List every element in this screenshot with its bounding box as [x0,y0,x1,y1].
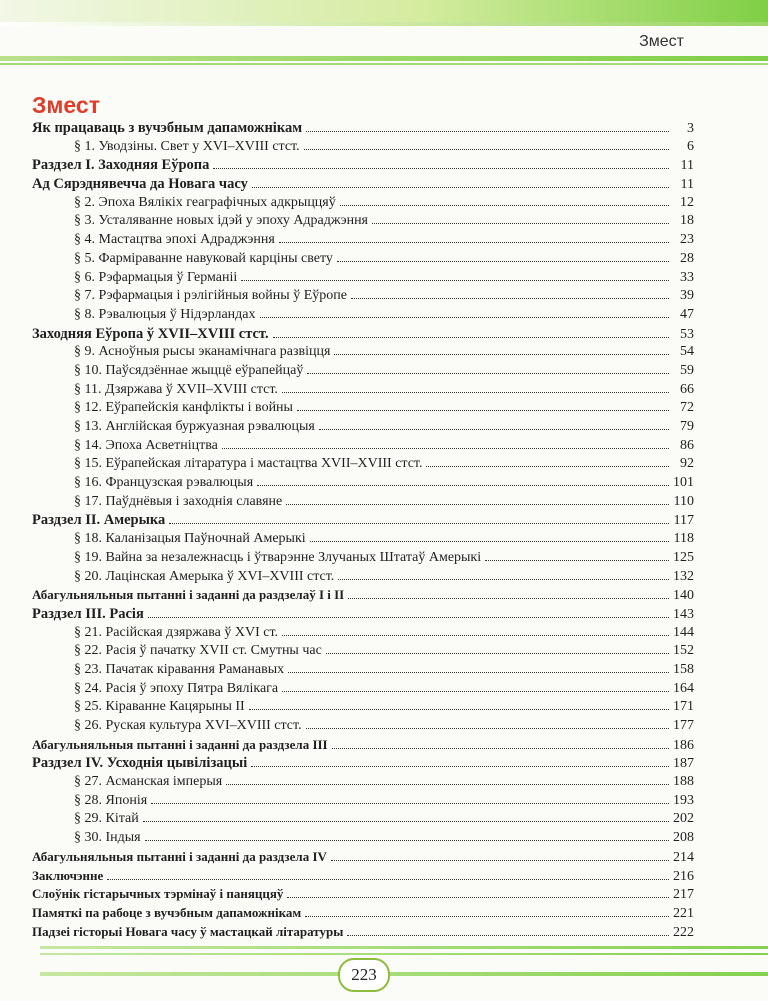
toc-entry-title: § 27. Асманская імперыя [74,774,223,790]
toc-entry-page: 164 [673,680,694,696]
toc-entry [32,924,694,943]
toc-entry-title: § 29. Кітай [74,811,139,827]
toc-leader-dots [252,187,669,188]
toc-entry [32,419,694,438]
toc-entry-title: § 16. Французская рэвалюцыя [74,475,254,491]
toc-entry-title: § 12. Еўрапейскія канфлікты і войны [74,400,293,416]
toc-entry-page: 202 [673,811,694,827]
toc-entry [32,232,694,251]
toc-leader-dots [286,504,669,505]
toc-leader-dots [260,317,669,318]
toc-entry-title: Заключэнне [32,867,104,883]
toc-entry-page: 125 [673,549,694,565]
footer-rule-lower [40,972,768,976]
toc-leader-dots [319,429,669,430]
toc-entry-title: § 11. Дзяржава ў XVII–XVIII стст. [74,381,278,397]
toc-entry [32,307,694,326]
toc-leader-dots [307,373,669,374]
toc-entry-title: § 20. Лацінская Амерыка ў XVI–XVIII стст. [74,568,335,584]
toc-entry [32,326,694,345]
toc-entry [32,849,694,868]
toc-leader-dots [297,410,669,411]
toc-leader-dots [282,392,669,393]
toc-entry [32,176,694,195]
toc-leader-dots [372,223,669,224]
toc-entry-page: 117 [673,513,694,529]
toc-entry-page: 216 [673,868,694,884]
toc-entry [32,270,694,289]
toc-entry-page: 101 [673,475,694,491]
toc-entry-title: § 3. Усталяванне новых ідэй у эпоху Адраджэння [74,213,368,229]
top-decor-stripe [0,22,768,26]
toc-entry-title: § 6. Рэфармацыя ў Германіі [74,269,238,285]
toc-entry-title: § 7. Рэфармацыя і рэлігійныя войны ў Еўропе [74,288,347,304]
toc-entry [32,456,694,475]
toc-entry-title: § 19. Вайна за незалежнасць і ўтварэнне Злучаных Штатаў Амерыкі [74,549,482,565]
toc-entry-title: Памяткі па рабоце з вучэбным дапаможнікам [32,904,302,920]
toc-entry-page: 110 [673,493,694,509]
toc-entry-page: 54 [680,344,694,360]
toc-entry [32,774,694,793]
toc-leader-dots [107,879,669,880]
toc-leader-dots [169,523,669,524]
toc-leader-dots [332,748,669,749]
toc-entry [32,475,694,494]
toc-entry-title: § 4. Мастацтва эпохі Адраджэння [74,232,275,248]
toc-entry [32,606,694,625]
toc-entry-title: § 15. Еўрапейская літаратура і мастацтва XVII–XVIII стст. [74,456,423,472]
toc-entry [32,868,694,887]
running-header: Змест [639,33,684,50]
toc-entry-page: 92 [680,456,694,472]
toc-entry [32,288,694,307]
toc-entry [32,363,694,382]
toc-entry-page: 188 [673,774,694,790]
toc-entry-title: Падзеі гісторыі Новага часу ў мастацкай літаратуры [32,923,344,939]
toc-entry-title: § 22. Расія ў пачатку XVII ст. Смутны час [74,643,322,659]
toc-leader-dots [222,448,669,449]
toc-entry-title: § 13. Англійская буржуазная рэвалюцыя [74,419,315,434]
toc-entry [32,886,694,905]
toc-entry-title: Раздзел III. Расія [32,605,144,622]
toc-entry-title: § 14. Эпоха Асветніцтва [74,437,218,453]
toc-entry [32,830,694,849]
toc-entry-title: § 30. Індыя [74,830,141,846]
toc-entry-title: Як працаваць з вучэбным дапаможнікам [32,120,303,136]
toc-entry [32,755,694,774]
toc-entry [32,793,694,812]
toc-entry-title: Абагульняльныя пытанні і заданні да раздзела IV [32,848,327,864]
toc-entry [32,905,694,924]
toc-leader-dots [148,617,669,618]
toc-entry [32,643,694,662]
toc-entry-title: Раздзел IV. Усходнія цывілізацыі [32,755,248,772]
toc-entry [32,120,694,139]
toc-leader-dots [287,897,669,898]
toc-entry-page: 217 [673,887,694,903]
toc-entry [32,139,694,158]
toc-entry-title: § 9. Асноўныя рысы эканамічнага развіцця [74,344,331,360]
toc-entry-title: § 2. Эпоха Вялікіх геаграфічных адкрыццяў [74,194,336,210]
toc-entry [32,681,694,700]
toc-entry-title: § 24. Расія ў эпоху Пятра Вялікага [74,680,279,696]
footer-rule [40,946,768,949]
toc-entry-title: § 26. Руская культура XVI–XVIII стст. [74,718,302,733]
toc-entry [32,157,694,176]
toc-leader-dots [347,935,669,936]
toc-entry-title: § 28. Японія [74,792,148,808]
toc-entry-page: 132 [673,568,694,584]
page-title: Змест [32,92,100,118]
toc-entry-title: Заходняя Еўропа ў XVII–XVIII стст. [32,325,269,342]
toc-leader-dots [305,916,669,917]
toc-entry-page: 186 [673,737,694,753]
top-decor-band [0,0,768,22]
toc-entry-title: Раздзел II. Амерыка [32,512,166,529]
toc-entry-page: 140 [673,588,694,604]
toc-entry-page: 208 [673,830,694,846]
toc-entry [32,512,694,531]
toc-entry [32,344,694,363]
toc-entry-page: 3 [687,121,694,136]
toc-entry-title: § 1. Уводзіны. Свет у XVI–XVIII стст. [74,138,300,154]
toc-leader-dots [251,766,669,767]
toc-entry-page: 23 [680,232,694,248]
toc-leader-dots [306,131,669,132]
toc-entry [32,494,694,513]
toc-entry [32,811,694,830]
toc-leader-dots [241,280,669,281]
toc-entry-page: 33 [680,269,694,285]
toc-leader-dots [288,672,669,673]
toc-entry-title: Слоўнік гістарычных тэрмінаў і паняццяў [32,886,284,902]
toc-leader-dots [485,560,669,561]
toc-leader-dots [145,840,669,841]
toc-leader-dots [351,298,669,299]
toc-entry-page: 6 [687,138,694,154]
toc-leader-dots [249,709,669,710]
toc-entry [32,662,694,681]
toc-entry-title: Раздзел I. Заходняя Еўропа [32,157,210,174]
toc-entry-page: 177 [673,718,694,733]
toc-entry [32,382,694,401]
toc-entry-page: 221 [673,905,694,921]
toc-leader-dots [273,337,669,338]
toc-entry-title: § 21. Расійская дзяржава ў XVI ст. [74,624,279,640]
toc-leader-dots [334,354,669,355]
toc-entry-title: Абагульняльныя пытанні і заданні да раздзела III [32,736,328,752]
toc-leader-dots [337,261,669,262]
toc-leader-dots [151,803,669,804]
toc-entry [32,625,694,644]
header-rule-thin [0,63,768,65]
toc-entry-title: § 25. Кіраванне Кацярыны II [74,699,245,715]
toc-leader-dots [226,784,669,785]
footer-rule-thin [40,953,768,955]
toc-entry-page: 66 [680,381,694,397]
toc-entry-page: 143 [673,606,694,622]
toc-leader-dots [282,691,669,692]
toc-entry-title: Абагульняльныя пытанні і заданні да раздзелаў I і II [32,587,345,603]
toc-leader-dots [257,485,669,486]
toc-entry [32,400,694,419]
page-number: 223 [338,958,390,992]
toc-entry-title: Ад Сярэднявечча да Новага часу [32,176,248,193]
header-rule [0,56,768,61]
toc-entry [32,251,694,270]
toc-leader-dots [306,728,669,729]
toc-entry [32,699,694,718]
toc-entry-page: 171 [673,699,694,715]
toc-entry-title: § 5. Фарміраванне навуковай карціны свету [74,250,333,266]
toc-leader-dots [282,635,669,636]
toc-entry-page: 11 [680,158,694,174]
toc-leader-dots [213,168,669,169]
toc-leader-dots [348,598,669,599]
toc-entry-page: 86 [680,437,694,453]
toc-leader-dots [310,541,669,542]
toc-entry-page: 72 [680,400,694,416]
toc-entry-page: 39 [680,288,694,304]
toc-entry-page: 152 [673,643,694,659]
toc-entry [32,569,694,588]
toc-leader-dots [326,653,669,654]
toc-entry-page: 187 [673,756,694,772]
toc-entry-title: § 18. Каланізацыя Паўночнай Амерыкі [74,531,306,547]
toc-entry-page: 11 [680,177,694,193]
toc-entry-page: 214 [673,849,694,865]
toc-entry-title: § 8. Рэвалюцыя ў Нідэрландах [74,306,256,322]
toc-entry [32,550,694,569]
toc-entry-page: 222 [673,924,694,940]
table-of-contents [32,120,694,942]
toc-entry [32,718,694,737]
toc-entry-title: § 17. Паўднёвыя і заходнія славяне [74,493,283,509]
toc-entry-page: 28 [680,250,694,266]
toc-entry-page: 47 [680,306,694,322]
toc-leader-dots [279,242,669,243]
toc-entry-page: 144 [673,624,694,640]
toc-entry-page: 118 [673,531,694,547]
toc-entry-page: 193 [673,792,694,808]
toc-leader-dots [304,149,669,150]
toc-entry-page: 12 [680,194,694,210]
toc-entry-page: 59 [680,362,694,378]
toc-leader-dots [340,205,669,206]
toc-entry-title: § 23. Пачатак кіравання Раманавых [74,661,285,677]
toc-entry [32,737,694,756]
toc-entry [32,213,694,232]
toc-leader-dots [143,821,669,822]
toc-entry-page: 79 [680,419,694,434]
toc-entry-page: 18 [680,213,694,229]
toc-leader-dots [426,466,669,467]
toc-entry-page: 158 [673,661,694,677]
toc-entry-page: 53 [680,326,694,342]
toc-entry [32,587,694,606]
toc-leader-dots [338,579,669,580]
toc-entry [32,531,694,550]
toc-entry [32,438,694,457]
toc-entry-title: § 10. Паўсядзённае жыццё еўрапейцаў [74,362,304,378]
toc-leader-dots [331,860,669,861]
toc-entry [32,195,694,214]
